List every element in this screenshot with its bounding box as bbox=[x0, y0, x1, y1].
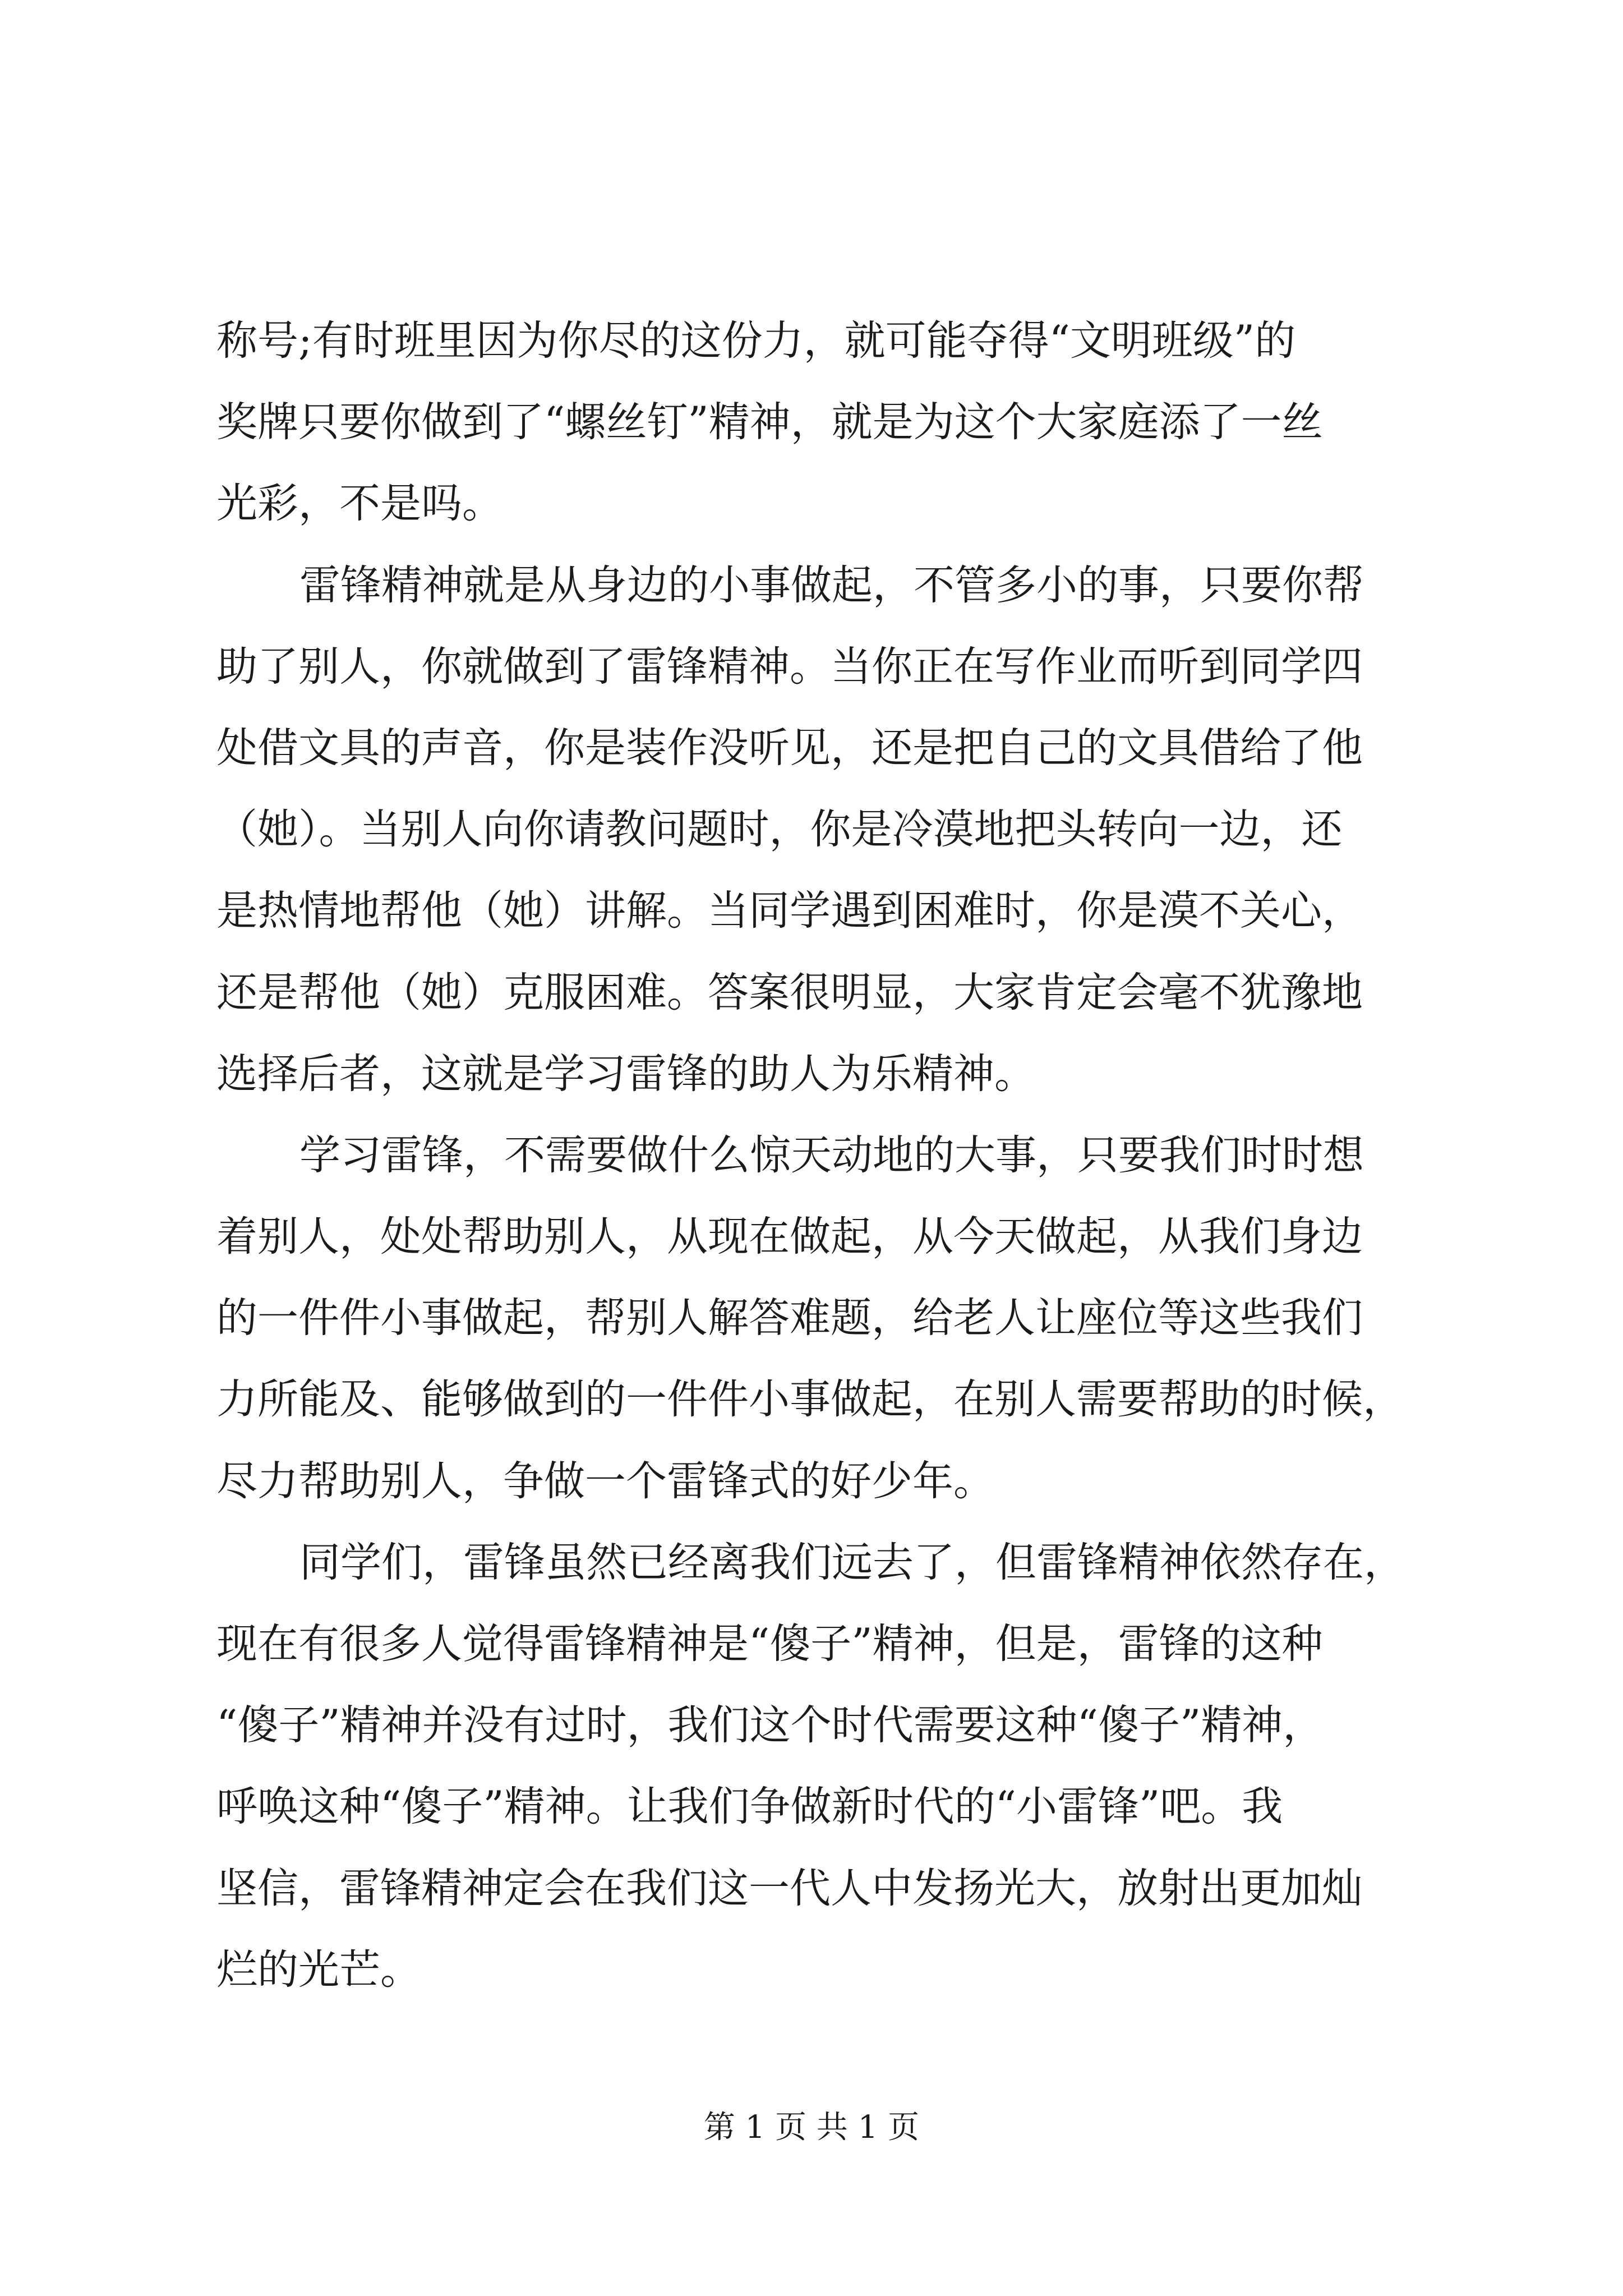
text-line: 还是帮他（她）克服困难。答案很明显，大家肯定会毫不犹豫地 bbox=[216, 968, 1363, 1016]
text-line: （她）。当别人向你请教问题时，你是冷漠地把头转向一边，还 bbox=[216, 806, 1343, 854]
text-line: 同学们，雷锋虽然已经离我们远去了，但雷锋精神依然存在， bbox=[299, 1538, 1405, 1586]
text-line: 呼唤这种“傻子”精神。让我们争做新时代的“小雷锋”吧。我 bbox=[216, 1783, 1283, 1831]
document-body bbox=[216, 300, 1411, 2010]
text-line: 着别人，处处帮助别人，从现在做起，从今天做起，从我们身边 bbox=[216, 1213, 1363, 1261]
page-footer: 第 1 页 共 1 页 bbox=[703, 2109, 920, 2146]
text-line: 称号;有时班里因为你尽的这份力，就可能夺得“文明班级”的 bbox=[216, 317, 1296, 365]
text-line: 奖牌只要你做到了“螺丝钉”精神，就是为这个大家庭添了一丝 bbox=[216, 398, 1323, 447]
text-line: 的一件件小事做起，帮别人解答难题，给老人让座位等这些我们 bbox=[216, 1294, 1363, 1342]
text-line: 尽力帮助别人，争做一个雷锋式的好少年。 bbox=[216, 1457, 994, 1505]
text-line: “傻子”精神并没有过时，我们这个时代需要这种“傻子”精神， bbox=[216, 1701, 1324, 1750]
text-line: 雷锋精神就是从身边的小事做起，不管多小的事，只要你帮 bbox=[299, 561, 1364, 609]
text-line: 光彩，不是吗。 bbox=[216, 480, 503, 528]
text-line: 助了别人，你就做到了雷锋精神。当你正在写作业而听到同学四 bbox=[216, 642, 1363, 691]
text-line: 坚信，雷锋精神定会在我们这一代人中发扬光大，放射出更加灿 bbox=[216, 1864, 1363, 1912]
text-line: 处借文具的声音，你是装作没听见，还是把自己的文具借给了他 bbox=[216, 724, 1363, 772]
text-line: 力所能及、能够做到的一件件小事做起，在别人需要帮助的时候， bbox=[216, 1375, 1404, 1424]
text-line: 选择后者，这就是学习雷锋的助人为乐精神。 bbox=[216, 1050, 1035, 1098]
text-line: 是热情地帮他（她）讲解。当同学遇到困难时，你是漠不关心， bbox=[216, 887, 1363, 935]
text-line: 学习雷锋，不需要做什么惊天动地的大事，只要我们时时想 bbox=[299, 1131, 1364, 1179]
text-line: 现在有很多人觉得雷锋精神是“傻子”精神，但是，雷锋的这种 bbox=[216, 1620, 1323, 1668]
text-line: 烂的光芒。 bbox=[216, 1945, 421, 1994]
